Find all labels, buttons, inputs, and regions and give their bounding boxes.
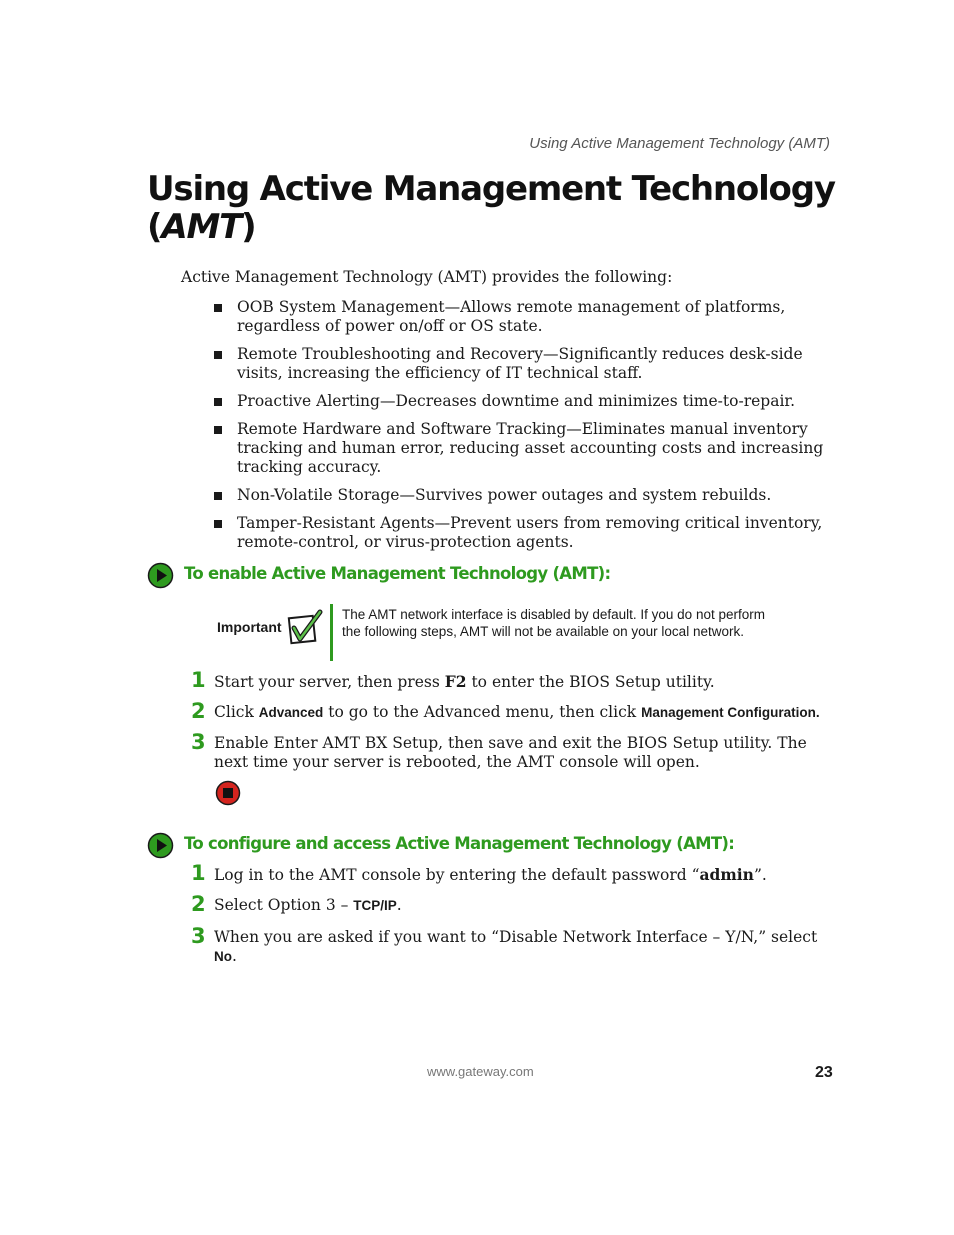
important-divider [330,604,333,661]
procedure-arrow-icon [147,832,174,859]
password-admin: admin [699,865,754,884]
important-checkmark-icon [287,608,323,646]
bullet-square-icon [214,426,222,434]
step-text [214,896,834,915]
bullet-square-icon [214,304,222,312]
procedure-heading-enable [147,562,847,588]
step-text-part: Click [214,703,259,721]
step-text [214,928,834,966]
page-title-paren-close: ) [241,207,256,247]
list-item [213,486,838,505]
step-text-part: When you are asked if you want to “Disable Network Interface – Y/N,” select [214,928,818,946]
procedure-title: To enable Active Management Technology (AMT): [184,564,611,583]
step-text [214,672,834,692]
step-text-part: Start your server, then press [214,673,445,691]
key-f2: F2 [444,672,467,691]
step-text-part: . [232,947,237,965]
step-text-part: Log in to the AMT console by entering the default password “ [214,866,700,884]
bullet-square-icon [214,492,222,500]
list-item [213,514,838,552]
list-item [213,392,838,411]
list-item [213,420,838,477]
procedure-heading-configure [147,832,847,858]
step-text-part: to go to the Advanced menu, then click [323,703,642,721]
list-item-text: Remote Hardware and Software Tracking—Eliminates manual inventory tracking and human error, reducing asset accounting costs and increasing tracking accuracy. [237,420,824,476]
important-label: Important [217,619,282,635]
list-item-text: Proactive Alerting—Decreases downtime and minimizes time-to-repair. [237,392,796,410]
step-number: 2 [191,699,206,723]
step-text-part: Select Option 3 – [214,896,354,914]
footer-url[interactable]: www.gateway.com [427,1064,534,1079]
step-number: 3 [191,924,206,948]
running-header: Using Active Management Technology (AMT) [529,135,830,152]
list-item-text: OOB System Management—Allows remote management of platforms, regardless of power on/off or OS state. [237,298,786,335]
bullet-square-icon [214,351,222,359]
page-title [147,170,847,246]
procedure-arrow-icon [147,562,174,589]
list-item [213,345,838,383]
page-number: 23 [815,1064,833,1081]
list-item [213,298,838,336]
feature-list [213,298,838,561]
list-item-text: Tamper-Resistant Agents—Prevent users from removing critical inventory, remote-control, or virus-protection agents. [237,514,823,551]
stop-icon [215,780,241,806]
step-text [214,865,834,885]
ui-term-management-configuration: Management Configuration. [641,705,820,720]
step-text [214,703,834,722]
step-text-part: ”. [753,866,767,884]
list-item-text: Non-Volatile Storage—Survives power outages and system rebuilds. [237,486,772,504]
ui-term-tcpip: TCP/IP [353,898,397,913]
ui-term-advanced: Advanced [258,705,324,720]
bullet-square-icon [214,520,222,528]
step-number: 1 [191,861,206,885]
page-title-paren-open: ( [147,207,162,247]
procedure-title: To configure and access Active Management Technology (AMT): [184,834,735,853]
page-title-acronym: AMT [161,207,242,247]
important-text: The AMT network interface is disabled by default. If you do not perform the following steps, AMT will not be available on your local network. [342,607,765,639]
step-text-part: . [396,896,402,914]
list-item-text: Remote Troubleshooting and Recovery—Significantly reduces desk-side visits, increasing the efficiency of IT technical staff. [237,345,803,382]
intro-paragraph: Active Management Technology (AMT) provides the following: [181,268,673,286]
ui-term-no: No [214,949,232,964]
step-number: 3 [191,730,206,754]
step-number: 1 [191,668,206,692]
bullet-square-icon [214,398,222,406]
step-text-part: to enter the BIOS Setup utility. [466,673,715,691]
step-text: Enable Enter AMT BX Setup, then save and exit the BIOS Setup utility. The next time your server is rebooted, the AMT console will open. [214,734,807,771]
page-title-line1: Using Active Management Technology [147,169,835,209]
step-number: 2 [191,892,206,916]
